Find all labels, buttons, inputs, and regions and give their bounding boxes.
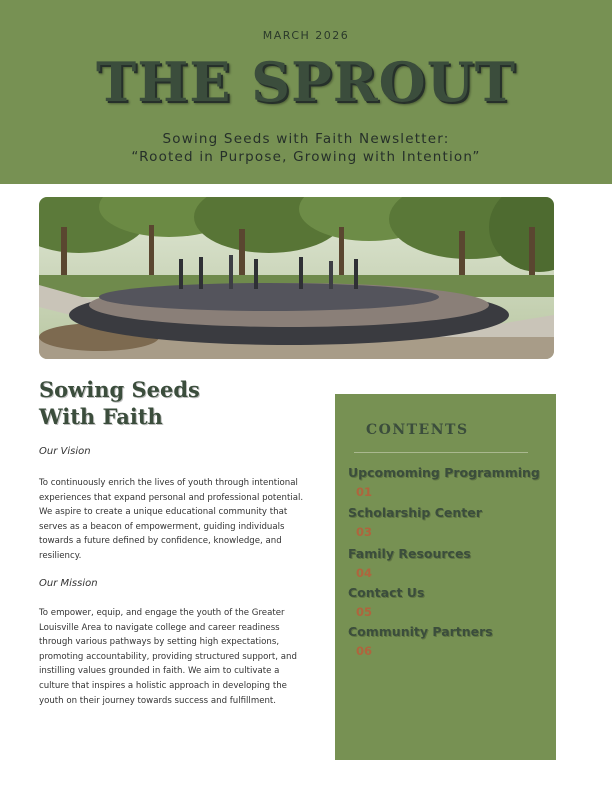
toc-item-scholarship-center[interactable] xyxy=(348,505,553,539)
toc-item-upcoming-programming[interactable] xyxy=(348,465,553,499)
contents-divider xyxy=(354,452,528,453)
group-photo-illustration xyxy=(39,197,554,359)
toc-item-contact-us[interactable] xyxy=(348,585,553,619)
subtitle-line-2: “Rooted in Purpose, Growing with Intention” xyxy=(131,149,481,165)
toc-item-label: Upcomoming Programming xyxy=(348,465,540,480)
vision-text: To continuously enrich the lives of youth through intentional experiences that expand personal and professional potential. We aspire to create a unique educational community that serves as a beacon of empowerment, guiding individuals towards a future defined by confidence, knowledge, and resiliency. xyxy=(39,478,304,561)
issue-date: MARCH 2026 xyxy=(262,29,350,42)
article-heading-line-2: With Faith xyxy=(39,404,163,429)
article-heading-line-1: Sowing Seeds xyxy=(39,377,200,402)
group-photo xyxy=(39,197,554,359)
toc-item-label: Family Resources xyxy=(348,546,471,561)
toc-item-label: Scholarship Center xyxy=(348,505,482,520)
toc-item-community-partners[interactable] xyxy=(348,624,553,658)
mission-label: Our Mission xyxy=(39,578,98,589)
toc-item-label: Contact Us xyxy=(348,585,425,600)
vision-label: Our Vision xyxy=(39,446,91,457)
toc-item-page-number: 05 xyxy=(356,605,373,619)
toc-item-label: Community Partners xyxy=(348,624,493,639)
toc-item-page-number: 03 xyxy=(356,525,373,539)
article-heading xyxy=(39,376,319,430)
contents-panel xyxy=(335,394,556,760)
toc-item-page-number: 01 xyxy=(356,485,373,499)
toc-item-page-number: 04 xyxy=(356,566,373,580)
toc-item-page-number: 06 xyxy=(356,644,373,658)
subtitle-line-1: Sowing Seeds with Faith Newsletter: xyxy=(162,131,450,147)
header-banner xyxy=(0,0,612,184)
newsletter-subtitle xyxy=(0,130,612,166)
contents-title: CONTENTS xyxy=(366,422,469,438)
mission-text: To empower, equip, and engage the youth of the Greater Louisville Area to navigate college and career readiness through various pathways by setting high expectations, promoting accountability, providing structured support, and instilling values grounded in faith. We aim to cultivate a culture that inspires a holistic approach in developing the youth on their journey towards success and fulfillment. xyxy=(39,608,297,706)
toc-item-family-resources[interactable] xyxy=(348,546,553,580)
newsletter-title: THE SPROUT xyxy=(96,50,516,114)
